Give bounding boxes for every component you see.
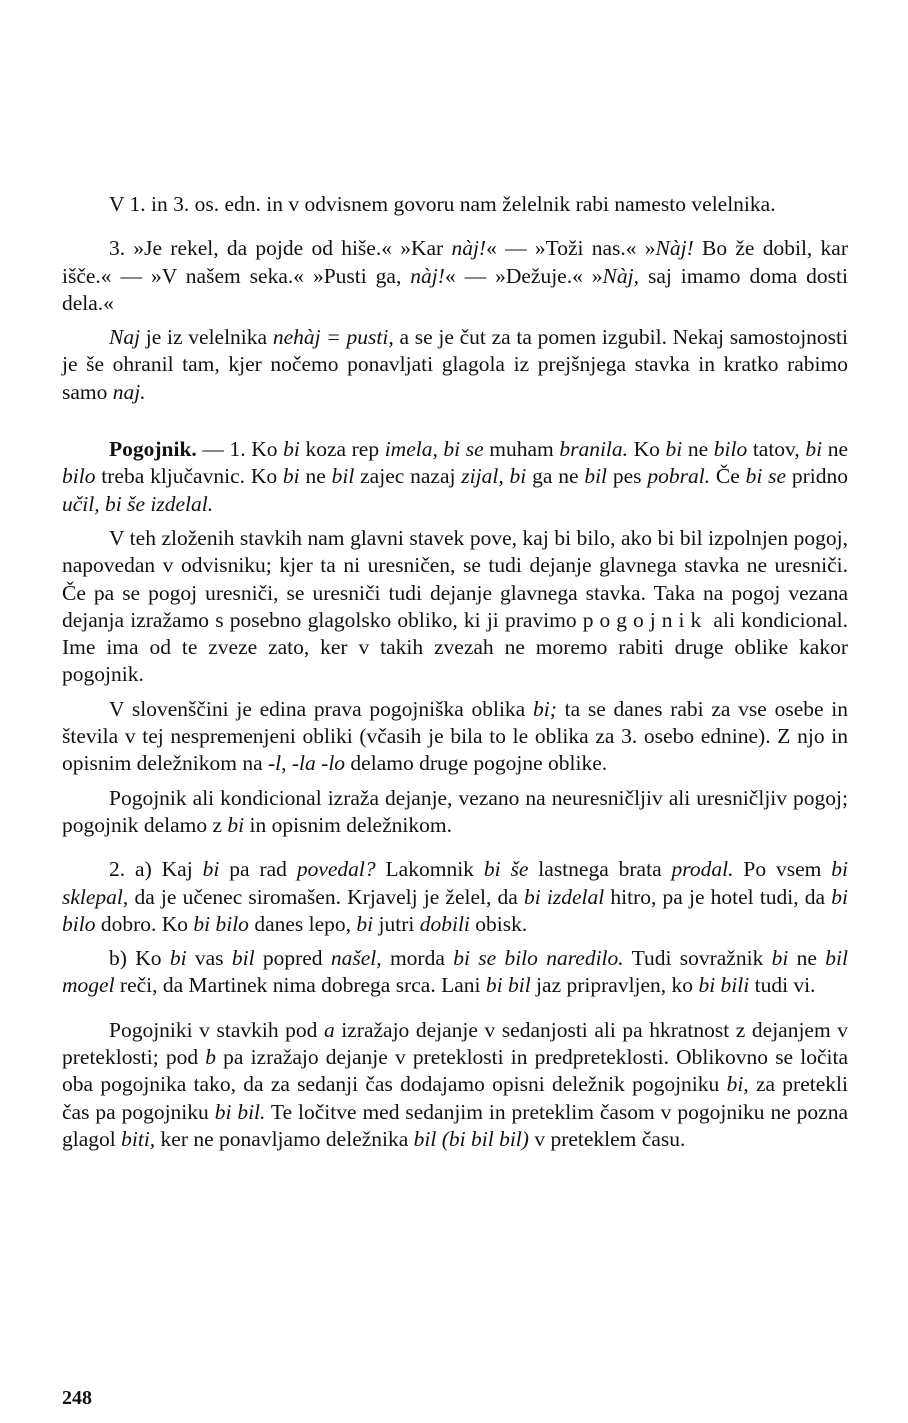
- term: bil: [584, 464, 608, 489]
- text: vas: [186, 946, 232, 971]
- text: ne: [788, 946, 826, 971]
- text: treba ključavnic. Ko: [95, 464, 283, 489]
- text: pes: [607, 464, 648, 489]
- text: ta se danes rabi za vse osebe in števila v tej nespremenjeni obliki (včasih je bila to le oblika za 3. osebo ednine). Z njo in opisnim deležnikom na: [62, 696, 848, 776]
- paragraph-1: [62, 191, 848, 218]
- term: bi: [805, 437, 823, 462]
- text: Ko: [628, 437, 666, 462]
- text: pridno: [786, 464, 849, 489]
- page-text: [62, 191, 848, 1153]
- text: V 1. in 3. os. edn. in v odvisnem govoru nam želelnik rabi namesto velelnika.: [109, 192, 776, 216]
- paragraph-5: [62, 525, 848, 689]
- term: povedal?: [296, 857, 376, 882]
- term: branila.: [559, 437, 629, 462]
- term: učil, bi še izdelal.: [62, 491, 214, 516]
- text: Bo že dobil, kar išče.« — »V našem seka.« »Pusti ga,: [62, 236, 848, 288]
- text: hitro, pa je hotel tudi, da: [604, 884, 832, 909]
- text: izražajo dejanje v sedanjosti ali pa hkratnost z dejanjem v preteklosti; pod: [62, 1017, 849, 1070]
- term: Naj: [109, 325, 141, 350]
- text: dobro. Ko: [95, 911, 194, 936]
- term: bi: [771, 946, 789, 971]
- text: Po vsem: [733, 857, 832, 882]
- spaced-term: pogojnik: [582, 607, 708, 632]
- text: danes lepo,: [248, 911, 357, 936]
- example-naj: Nàj!: [655, 236, 694, 261]
- term: bi bil.: [214, 1099, 266, 1124]
- text: a se je čut za ta pomen izgubil. Nekaj samostojnosti je še ohranil tam, kjer nočemo ponavljati glagola iz prejšnjega stavka in kratko rabimo samo: [62, 325, 848, 404]
- term: nehàj = pusti,: [272, 325, 394, 350]
- text: jutri: [373, 911, 420, 936]
- text: muham: [483, 437, 560, 462]
- example-naj: nàj!: [410, 263, 445, 288]
- text: Te ločitve med sedanjim in preteklim časom v pogojniku ne pozna glagol: [62, 1099, 848, 1151]
- text: saj imamo doma dosti dela.«: [62, 263, 848, 315]
- term: bil (bi bil bil): [413, 1126, 529, 1151]
- text: zajec nazaj: [354, 464, 462, 489]
- term: bi bil: [485, 973, 531, 998]
- term: bil: [231, 946, 255, 971]
- text: « — »Toži nas.« »: [486, 236, 656, 261]
- example-naj: nàj!: [451, 236, 487, 261]
- text: ne: [822, 437, 849, 462]
- text: je iz velelnika: [140, 325, 273, 350]
- paragraph-6: [62, 696, 848, 778]
- text: — 1. Ko: [196, 437, 284, 462]
- text: pa rad: [219, 857, 297, 882]
- text: ne: [299, 464, 332, 489]
- paragraph-pogojnik-examples: [62, 436, 848, 518]
- term: bi: [356, 911, 374, 936]
- text: pa izražajo dejanje v preteklosti in predpreteklosti. Oblikovno se ločita oba pogojnika tako, da za sedanji čas dodajamo opisni deležnik pogojniku: [62, 1045, 848, 1097]
- text: popred: [254, 946, 331, 971]
- text: ne: [682, 437, 714, 462]
- text: v preteklem času.: [528, 1126, 686, 1151]
- term: bi: [282, 464, 300, 489]
- text: ali kondicional. Ime ima od te zveze zato, ker v takih zvezah ne moremo rabiti druge oblike kakor pogojnik.: [62, 607, 848, 687]
- text: V slovenščini je edina prava pogojniška oblika: [109, 696, 533, 721]
- term: bi: [283, 437, 300, 462]
- text: jaz pripravljen, ko: [530, 973, 699, 998]
- term: bi: [665, 437, 683, 462]
- term: biti,: [121, 1126, 156, 1151]
- text: obisk.: [469, 911, 528, 936]
- text: Če: [710, 464, 746, 489]
- term: bi sklepal,: [62, 857, 849, 909]
- term: -l, -la -lo: [268, 751, 346, 776]
- term: dobili: [419, 911, 470, 936]
- term: b: [205, 1045, 217, 1070]
- term: bi: [227, 812, 245, 837]
- term: bi bili: [698, 973, 750, 998]
- term: bil: [331, 464, 355, 489]
- paragraph-8-examples-a: [62, 856, 848, 938]
- term: bil mogel: [62, 946, 848, 998]
- text: ga ne: [526, 464, 585, 489]
- text: « — »Dežuje.« »: [444, 263, 603, 288]
- text: tatov,: [747, 437, 806, 462]
- term: bi izdelal: [524, 884, 605, 909]
- text: koza rep: [299, 437, 385, 462]
- term: bi še: [483, 857, 529, 882]
- term: bi bilo: [193, 911, 249, 936]
- term: našel,: [330, 946, 382, 971]
- term: pobral.: [647, 464, 711, 489]
- term: bi: [169, 946, 187, 971]
- text: Lakomnik: [375, 857, 484, 882]
- section-heading: Pogojnik.: [109, 437, 197, 462]
- term: bi se bilo naredilo.: [453, 946, 624, 971]
- text: in opisnim deležnikom.: [244, 812, 452, 837]
- term: bilo: [62, 464, 96, 489]
- term: zijal, bi: [461, 464, 527, 489]
- paragraph-10: [62, 1017, 848, 1153]
- text: ker ne ponavljamo deležnika: [155, 1126, 414, 1151]
- text: b) Ko: [109, 946, 170, 971]
- text: Pogojnik ali kondicional izraža dejanje, vezano na neuresničljiv ali uresničljiv pogoj; pogojnik delamo z: [62, 785, 848, 837]
- text: morda: [381, 946, 454, 971]
- term: imela, bi se: [384, 437, 484, 462]
- term: bi: [202, 857, 220, 882]
- term: prodal.: [671, 857, 734, 882]
- paragraph-7: [62, 785, 848, 840]
- text: lastnega brata: [528, 857, 672, 882]
- text: 3. »Je rekel, da pojde od hiše.« »Kar: [109, 236, 452, 261]
- term: bi;: [532, 696, 557, 721]
- paragraph-3: [62, 324, 848, 406]
- text: V teh zloženih stavkih nam glavni stavek pove, kaj bi bilo, ako bi bil izpolnjen pogoj, napovedan v odvisniku; kjer ta ni uresničen, se tudi dejanje glavnega stavka ne uresniči. Če pa se pogoj uresniči, se uresniči tudi dejanje glavnega stavka. Taka na pogoj vezana dejanja izražamo s posebno glagolsko obliko, ki ji pravimo: [62, 525, 848, 632]
- text: 2. a) Kaj: [109, 857, 203, 882]
- paragraph-2-examples: [62, 235, 848, 317]
- term: bilo: [713, 437, 748, 462]
- term: naj.: [112, 379, 146, 404]
- example-naj: Nàj,: [602, 263, 639, 288]
- text: tudi vi.: [749, 973, 816, 998]
- text: Pogojniki v stavkih pod: [109, 1017, 324, 1042]
- page-number: 248: [62, 1387, 92, 1409]
- text: reči, da Martinek nima dobrega srca. Lani: [114, 973, 486, 998]
- text: da je učenec siromašen. Krjavelj je želel, da: [128, 884, 524, 909]
- term: a: [323, 1017, 335, 1042]
- term: bi,: [726, 1072, 749, 1097]
- text: delamo druge pogojne oblike.: [345, 751, 608, 776]
- text: za pretekli čas pa pogojniku: [62, 1072, 848, 1124]
- term: bi se: [745, 464, 787, 489]
- term: bi bilo: [62, 884, 848, 936]
- paragraph-9-examples-b: [62, 945, 848, 1000]
- text: Tudi sovražnik: [623, 946, 772, 971]
